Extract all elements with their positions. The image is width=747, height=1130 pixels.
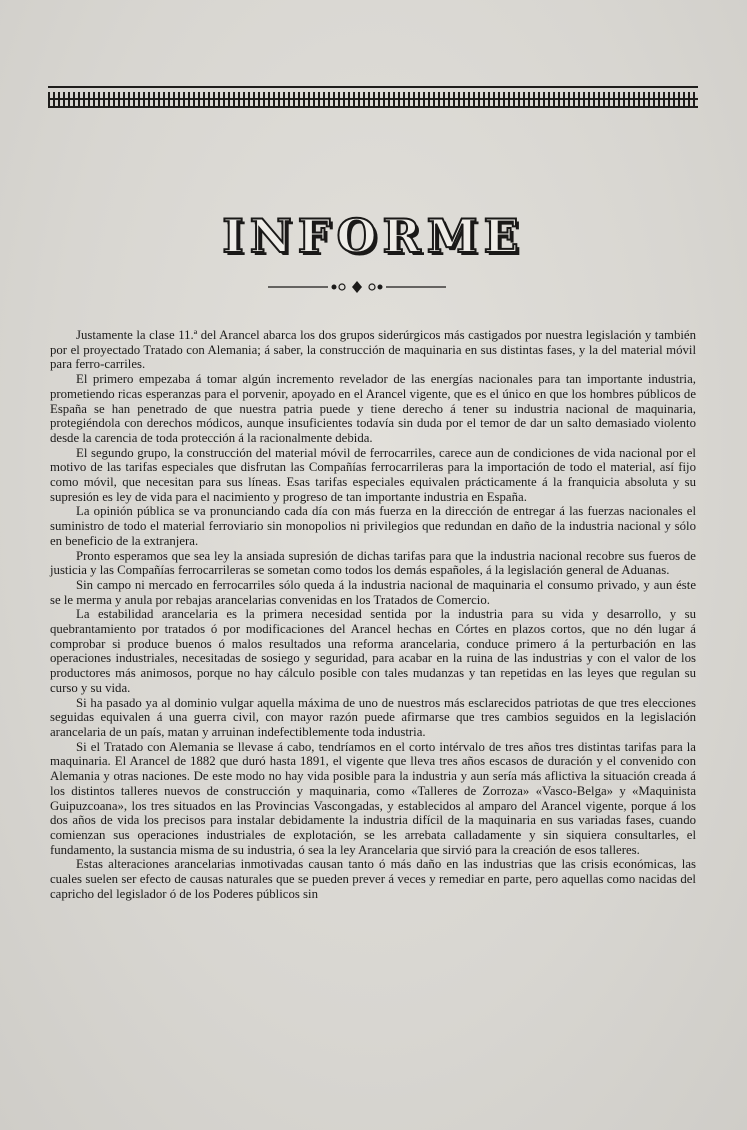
paragraph: Si el Tratado con Alemania se llevase á cabo, tendríamos en el corto intérvalo de tres años tres distintas tarifas para la maquinaria. El Arancel de 1882 que duró hasta 1891, el vigente que lleva tres años escasos de duración y el convenido con Alemania y otras naciones. De este modo no hay vida posible para la industria y aun sería más aflictiva la situación creada á los distintos talleres nuevos de construcción y maquinaria, como «Talleres de Zorroza» «Vasco-Belga» y «Maquinista Guipuzcoana», los tres situados en las Provincias Vascongadas, y establecidos al amparo del Arancel vigente, porque á los dos años de vida los precisos para instalar debidamente la industria difícil de la maquinaria en sus variadas fases, cuando comienzan sus operaciones industriales de explotación, se les arrebata calladamente y sin siquiera consultarles, el fundamento, la sustancia misma de su industria, ó sea la ley Arancelaria que sirvió para la creación de esos talleres.	[50, 739, 696, 857]
paragraph: El primero empezaba á tomar algún incremento revelador de las energías nacionales para tan importante industria, prometiendo ricas esperanzas para el porvenir, apoyado en el Arancel vigente, que es el único en que los hombres públicos de España se han penetrado de que nuestra patria puede y tiene derecho á tener su industria nacional de maquinaria, protegiéndola con derechos módicos, aunque insuficientes todavía sin duda por el temor de dar un salto demasiado violento desde la carencia de toda protección á la racionalmente debida.	[50, 372, 696, 445]
ornamental-border	[48, 86, 698, 108]
report-body	[50, 328, 696, 901]
paragraph: El segundo grupo, la construcción del material móvil de ferrocarriles, carece aun de condiciones de vida nacional por el motivo de las tarifas especiales que disfrutan las Compañías ferrocarrileras para la importación de todo el material, así fijo como móvil, que necesitan para sus líneas. Esas tarifas especiales equivalen prácticamente á la franquicia absoluta y su supresión es ley de vida para el nacimiento y progreso de tan importante industria en España.	[50, 445, 696, 504]
title-ornament-icon	[268, 279, 446, 295]
paragraph: Si ha pasado ya al dominio vulgar aquella máxima de uno de nuestros más esclarecidos patriotas de que tres elecciones seguidas equivalen á una guerra civil, con mayor razón puede afirmarse que tres cambios seguidos en la legislación arancelaria de un país, matan y arruinan indefectiblemente toda industria.	[50, 695, 696, 739]
paragraph: Sin campo ni mercado en ferrocarriles sólo queda á la industria nacional de maquinaria el consumo privado, y aun éste se le merma y anula por rebajas arancelarias convenidas en los Tratados de Comercio.	[50, 577, 696, 607]
paragraph: Pronto esperamos que sea ley la ansiada supresión de dichas tarifas para que la industria nacional recobre sus fueros de justicia y las Compañías ferrocarrileras se sometan como todos los demás españoles, á la legislación general de Aduanas.	[50, 548, 696, 578]
paragraph: Justamente la clase 11.ª del Arancel abarca los dos grupos siderúrgicos más castigados por nuestra legislación y también por el proyectado Tratado con Alemania; á saber, la construcción de maquinaria en sus distintas fases, y la del material móvil para ferro-carriles.	[50, 328, 696, 372]
page-title: INFORME	[222, 209, 525, 263]
paragraph: La opinión pública se va pronunciando cada día con más fuerza en la dirección de entregar á las fuerzas nacionales el suministro de todo el material ferroviario sin monopolios ni privilegios que redundan en daño de la industria nacional y sólo en beneficio de la extranjera.	[50, 504, 696, 548]
paragraph: La estabilidad arancelaria es la primera necesidad sentida por la industria para su vida y desarrollo, y su quebrantamiento por tratados ó por modificaciones del Arancel hechas en Córtes en plazos cortos, que no dén lugar á comprobar si produce buenos ó malos resultados una reforma arancelaria, conduce primero á la perturbación en las operaciones industriales, necesitadas de sosiego y seguridad, para acabar en la ruina de las industrias y con el valor de los productores más animosos, porque no hay cálculo posible con tales mudanzas y tan repetidas en las leyes que regulan su curso y su vida.	[50, 607, 696, 695]
paragraph: Estas alteraciones arancelarias inmotivadas causan tanto ó más daño en las industrias que las crisis económicas, las cuales suelen ser efecto de causas naturales que se pueden prever á veces y remediar en parte, pero aquellas como nacidas del capricho del legislador ó de los Poderes públicos sin	[50, 857, 696, 901]
